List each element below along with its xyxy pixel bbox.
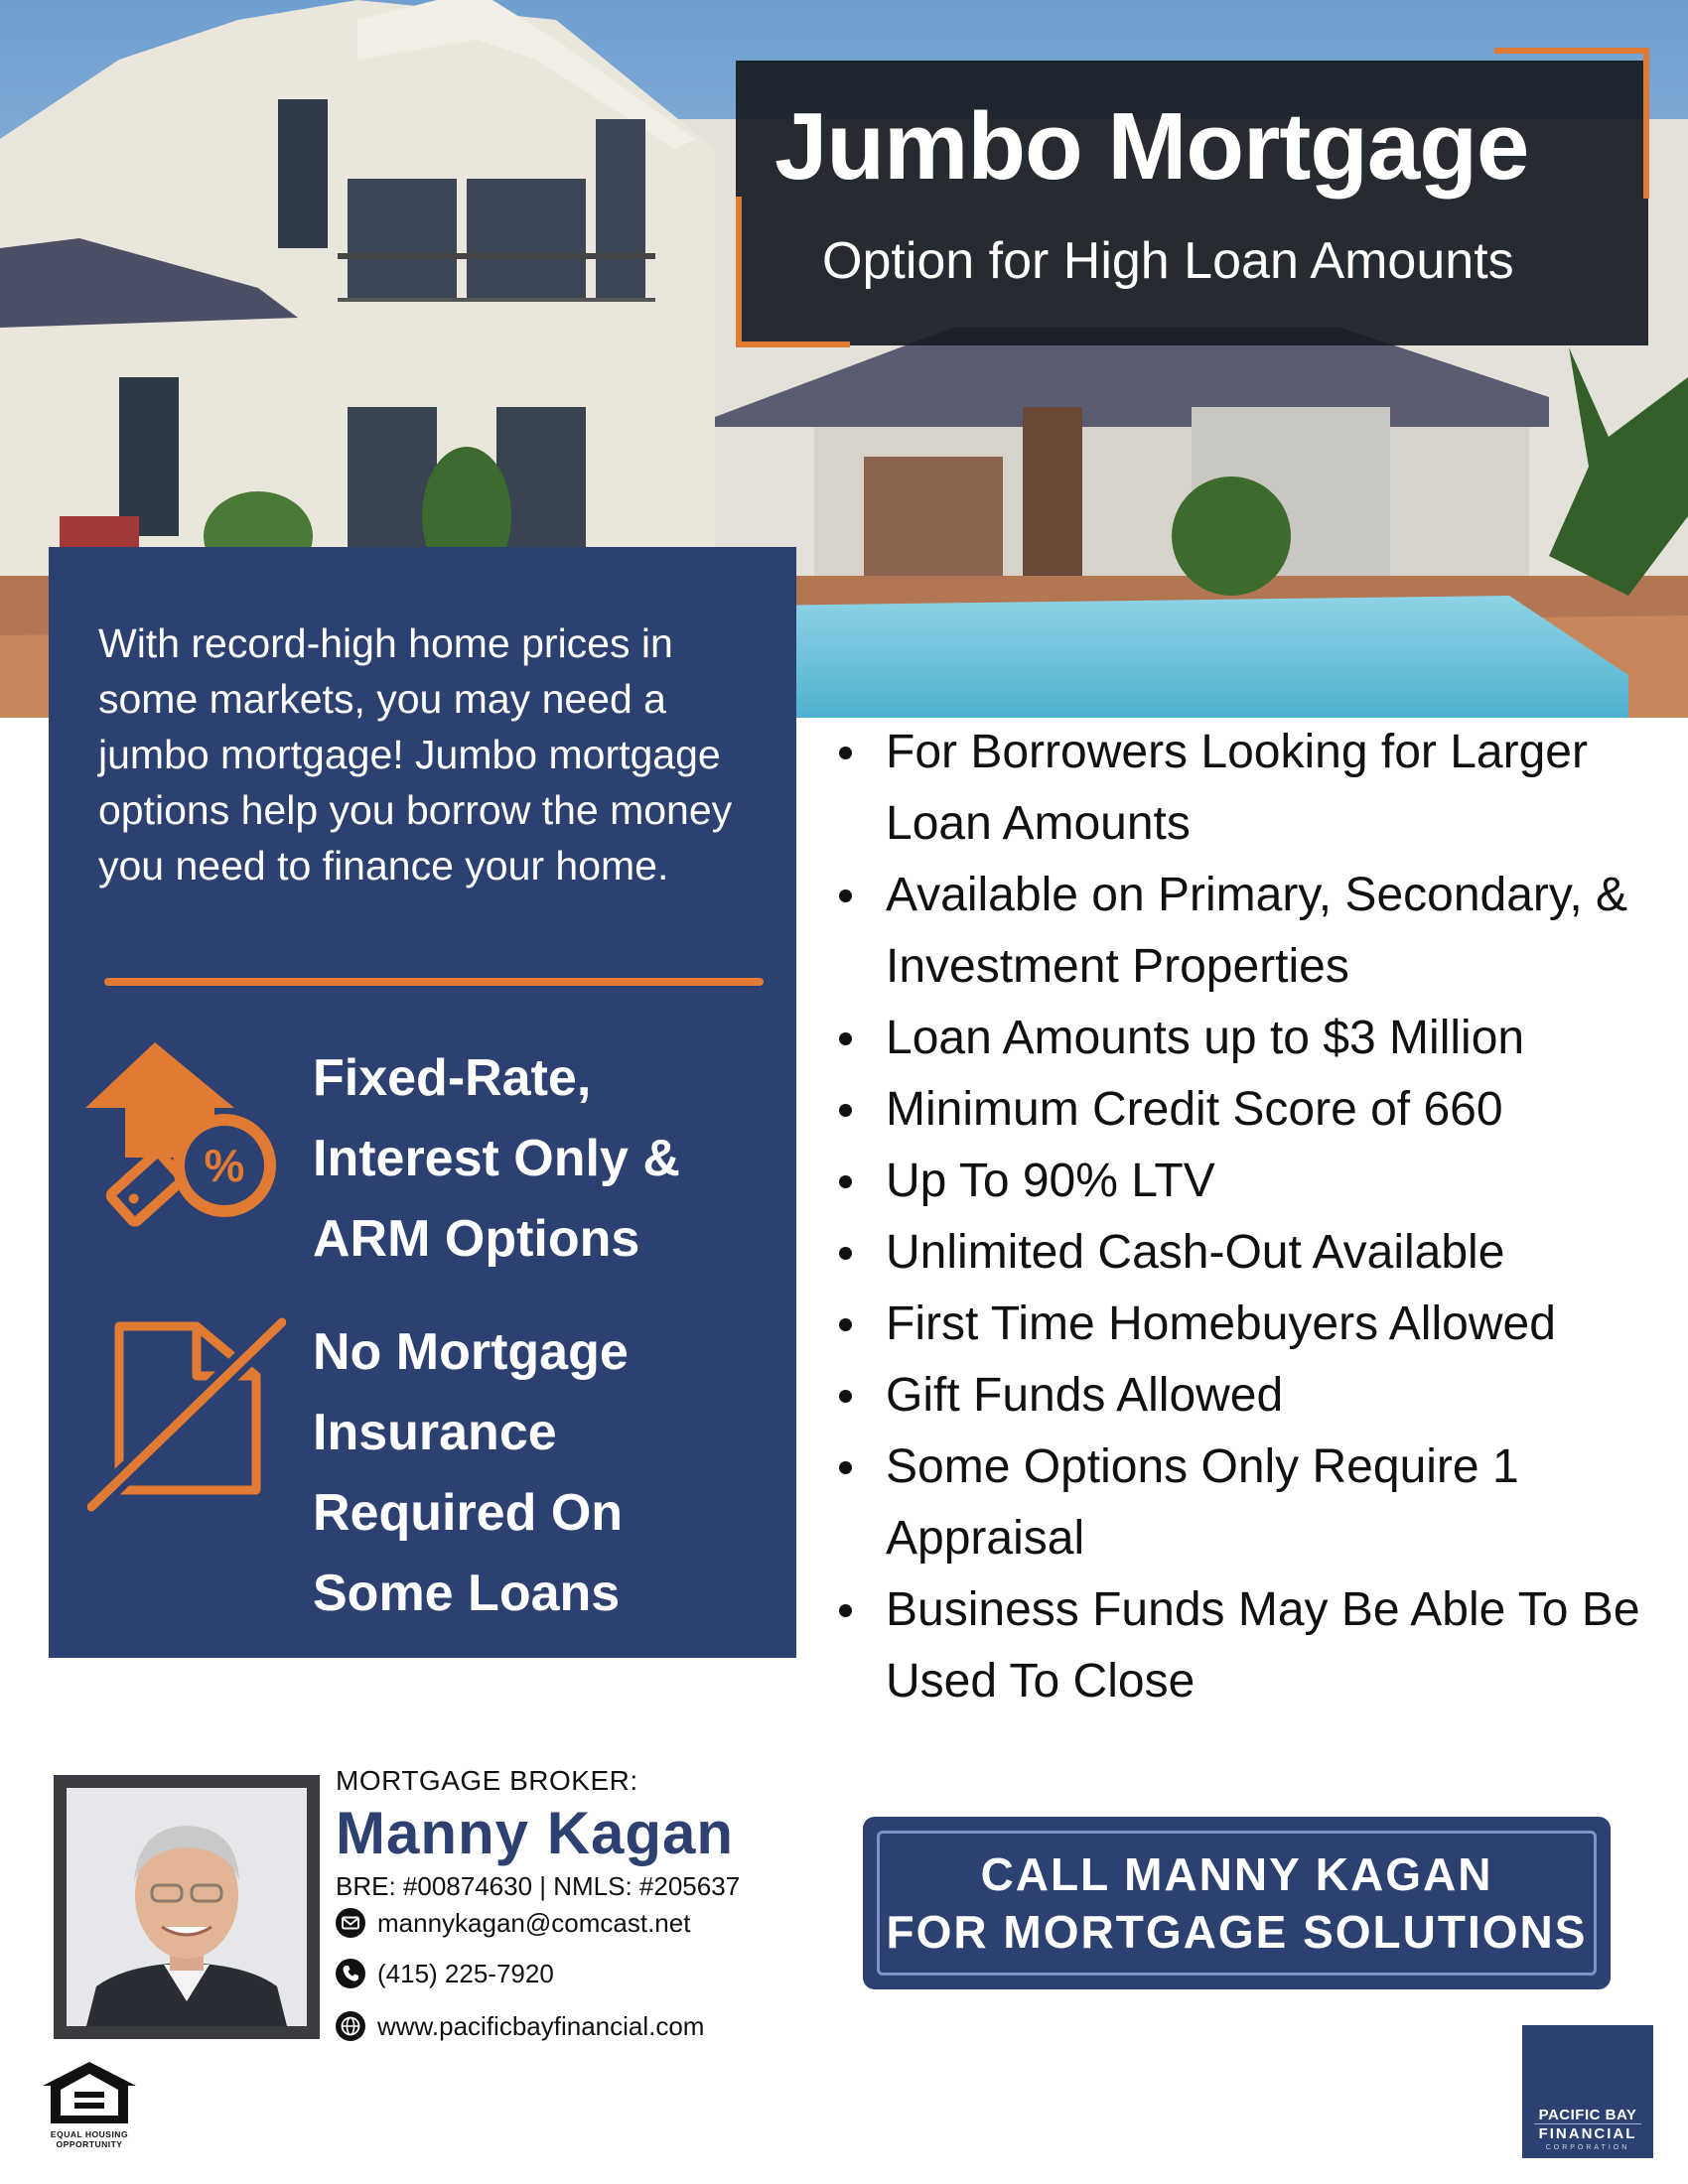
house-percent-icon xyxy=(85,1038,284,1237)
list-item: Business Funds May Be Able To Be Used To Close xyxy=(836,1574,1660,1717)
pacific-bay-financial-logo xyxy=(1522,2025,1653,2158)
cta-line: FOR MORTGAGE SOLUTIONS xyxy=(886,1906,1588,1958)
broker-license-ids: BRE: #00874630 | NMLS: #205637 xyxy=(336,1871,741,1901)
feature-line: Interest Only & xyxy=(313,1130,680,1187)
eho-label: EQUAL HOUSING xyxy=(50,2129,129,2139)
svg-text:%: % xyxy=(204,1140,245,1191)
feature-fixed-rate xyxy=(313,1038,779,1280)
broker-label: MORTGAGE BROKER: xyxy=(336,1765,638,1796)
intro-text: With record-high home prices in some markets, you may need a jumbo mortgage! Jumbo mortgage options help you borrow the money you need to finance your home. xyxy=(98,620,733,888)
feature-line: Some Loans xyxy=(313,1565,621,1622)
feature-line: ARM Options xyxy=(313,1210,640,1268)
company-name-line: CORPORATION xyxy=(1545,2144,1630,2151)
equal-housing-logo xyxy=(40,2060,139,2149)
website-text[interactable]: www.pacificbayfinancial.com xyxy=(377,2010,705,2041)
cta-inner-border xyxy=(877,1831,1597,1976)
logo-divider xyxy=(1534,2123,1641,2124)
list-item: Some Options Only Require 1 Appraisal xyxy=(836,1432,1660,1574)
phone-text[interactable]: (415) 225-7920 xyxy=(377,1958,554,1988)
feature-no-mortgage-insurance xyxy=(313,1312,779,1634)
list-item: Minimum Credit Score of 660 xyxy=(836,1074,1660,1146)
list-item: Available on Primary, Secondary, & Investment Properties xyxy=(836,860,1660,1003)
benefits-list xyxy=(836,717,1660,1717)
broker-photo xyxy=(54,1775,320,2039)
feature-line: Required On xyxy=(313,1484,624,1542)
list-item: Gift Funds Allowed xyxy=(836,1360,1660,1432)
list-item: Up To 90% LTV xyxy=(836,1146,1660,1217)
contact-phone[interactable] xyxy=(336,1957,554,1990)
company-name-line: FINANCIAL xyxy=(1538,2125,1637,2142)
page-subtitle: Option for High Loan Amounts xyxy=(822,232,1514,290)
feature-line: Fixed-Rate, xyxy=(313,1049,592,1107)
contact-email[interactable] xyxy=(336,1906,690,1940)
phone-icon xyxy=(336,1959,365,1988)
page-title: Jumbo Mortgage xyxy=(774,93,1529,200)
company-name-line: PACIFIC BAY xyxy=(1538,2107,1637,2123)
email-text[interactable]: mannykagan@comcast.net xyxy=(377,1907,691,1938)
cta-line: CALL MANNY KAGAN xyxy=(980,1848,1493,1900)
eho-label: OPPORTUNITY xyxy=(56,2139,123,2149)
list-item: Loan Amounts up to $3 Million xyxy=(836,1003,1660,1074)
feature-line: Insurance xyxy=(313,1404,557,1461)
broker-name: Manny Kagan xyxy=(336,1800,735,1866)
call-to-action-button[interactable] xyxy=(863,1817,1611,1989)
list-item: Unlimited Cash-Out Available xyxy=(836,1217,1660,1289)
globe-icon xyxy=(336,2011,365,2041)
email-icon xyxy=(336,1908,365,1938)
equal-housing-icon xyxy=(41,2060,138,2125)
contact-website[interactable] xyxy=(336,2009,704,2043)
panel-divider xyxy=(104,978,764,986)
feature-line: No Mortgage xyxy=(313,1323,629,1381)
crossed-document-icon xyxy=(87,1316,286,1515)
list-item: First Time Homebuyers Allowed xyxy=(836,1289,1660,1360)
list-item: For Borrowers Looking for Larger Loan Amounts xyxy=(836,717,1660,860)
